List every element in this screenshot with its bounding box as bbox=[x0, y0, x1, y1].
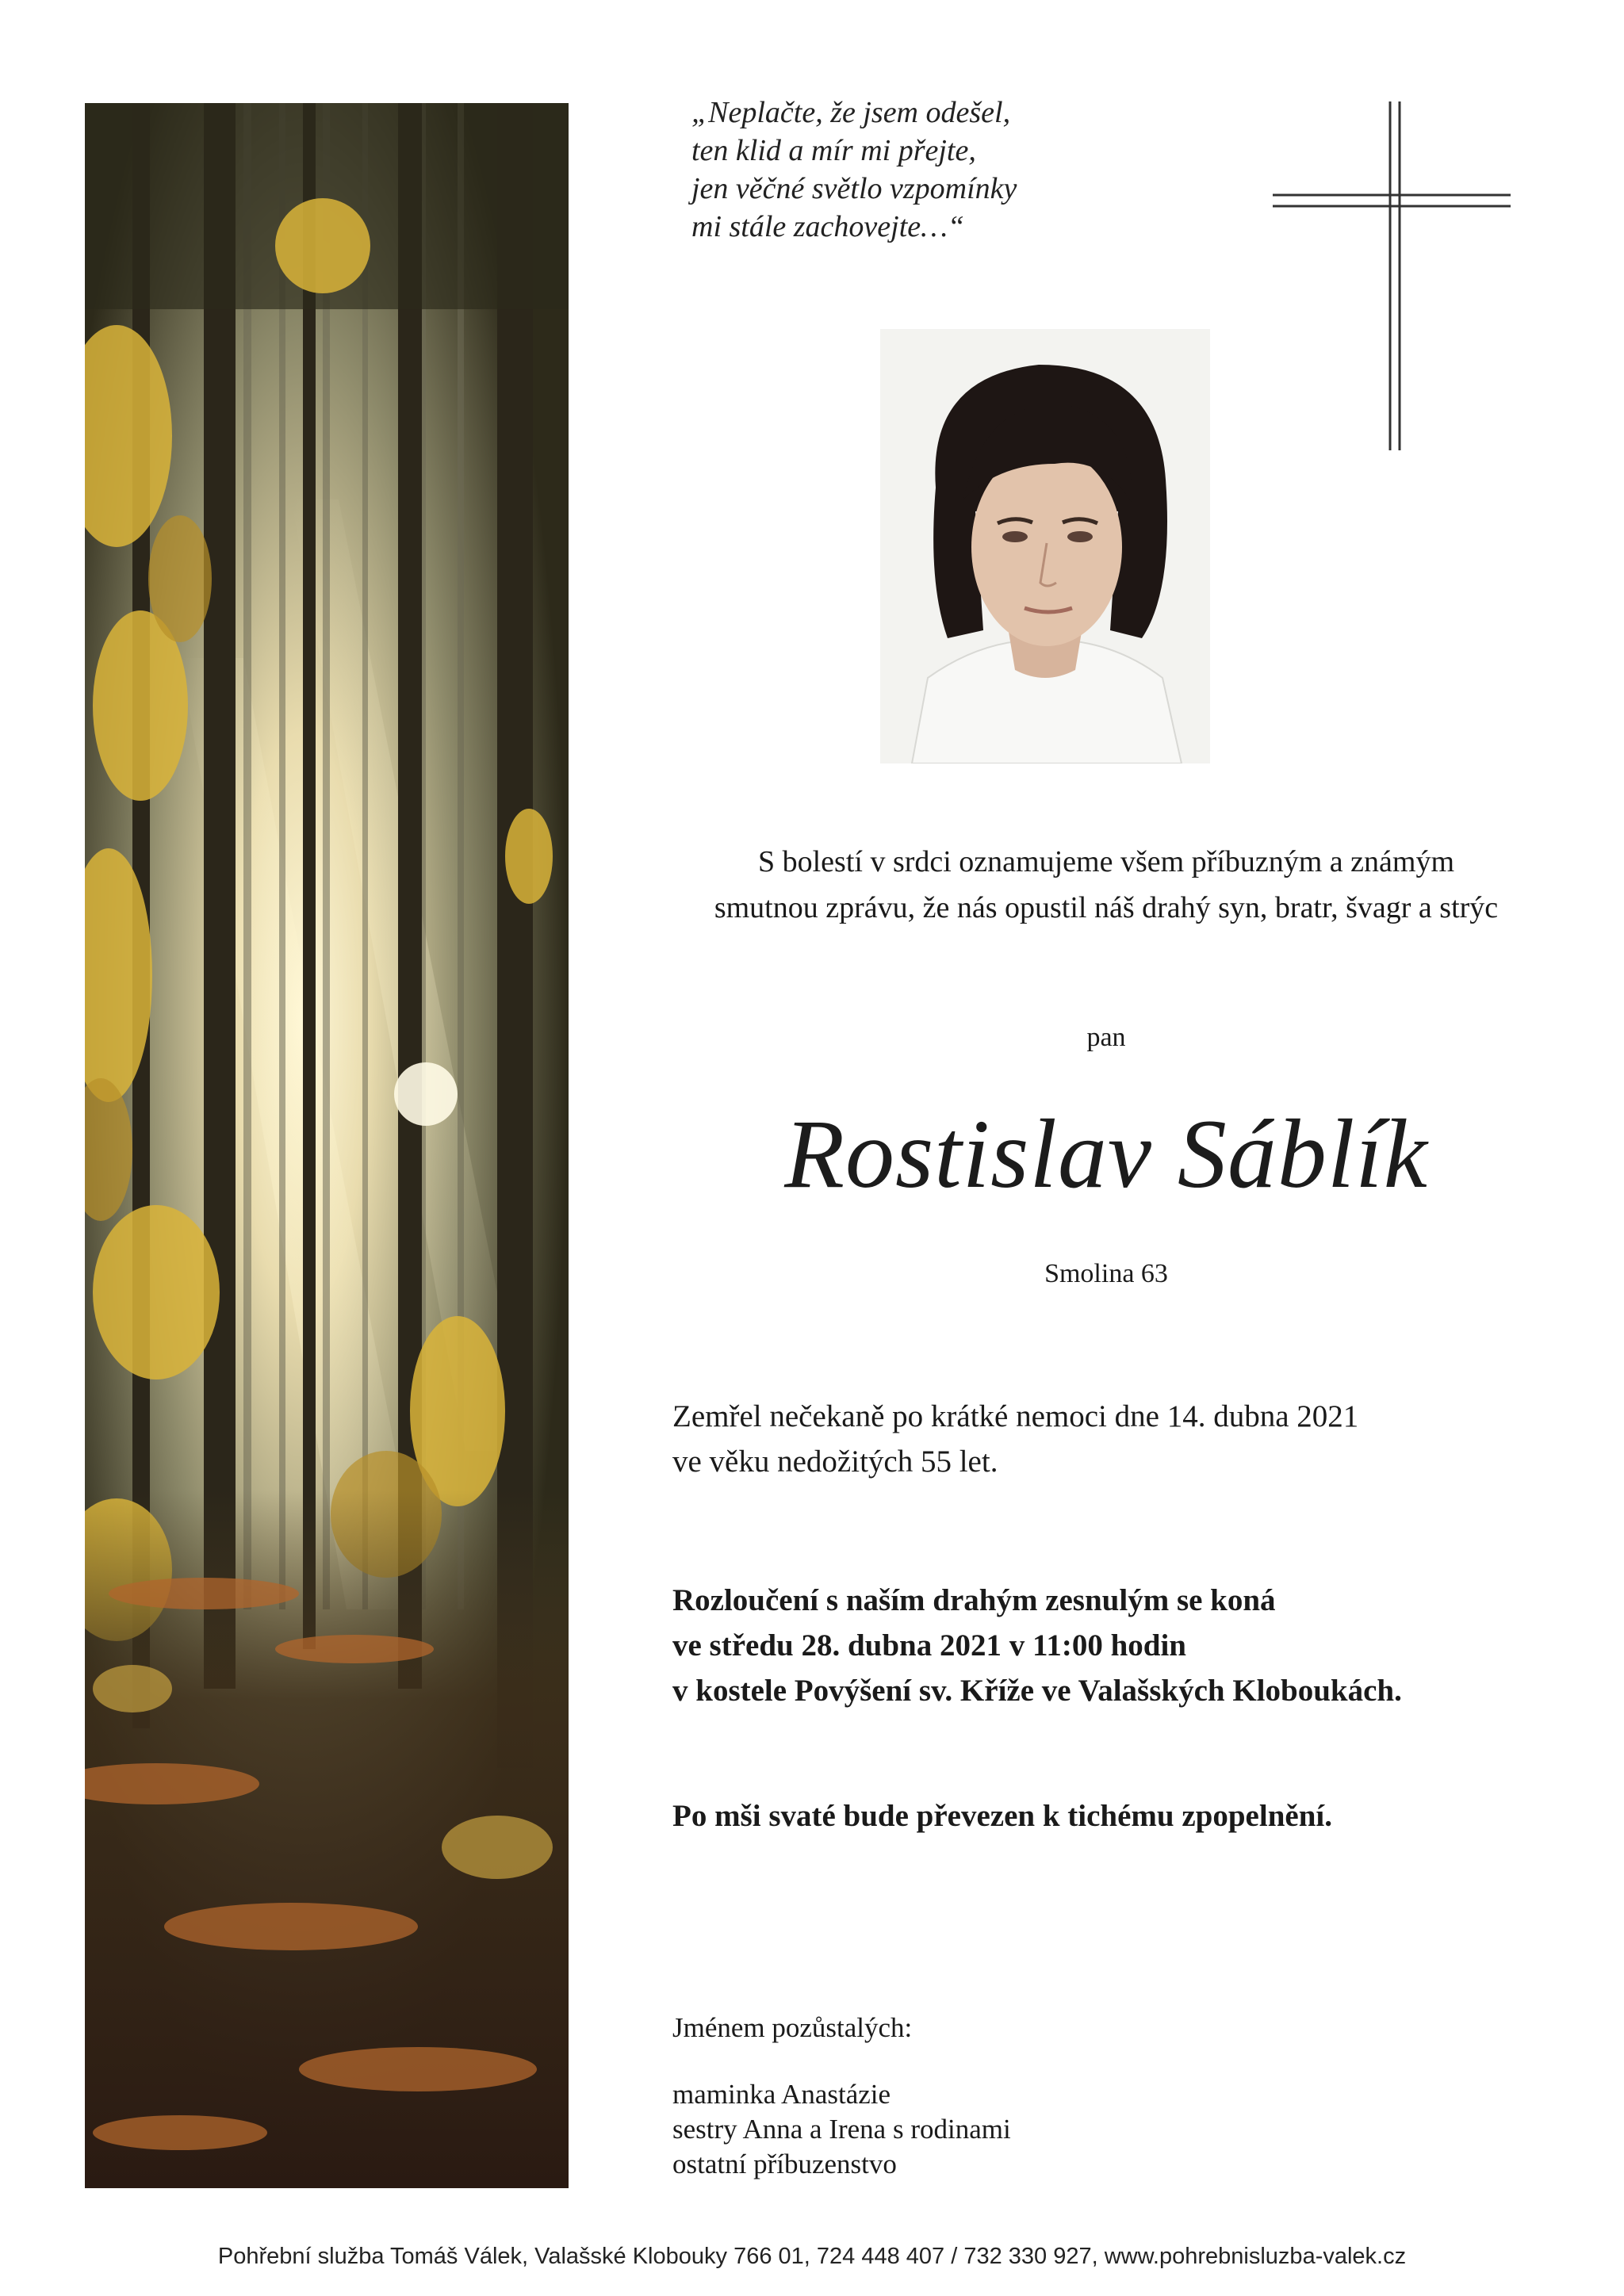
farewell-line: ve středu 28. dubna 2021 v 11:00 hodin bbox=[672, 1628, 1186, 1663]
poem-line: jen věčné světlo vzpomínky bbox=[691, 172, 1017, 205]
announcement-intro bbox=[571, 839, 1624, 931]
farewell-details bbox=[672, 1578, 1584, 1713]
forest-photo bbox=[85, 103, 569, 2188]
farewell-line: v kostele Povýšení sv. Kříže ve Valašských Kloboukách. bbox=[672, 1674, 1402, 1708]
farewell-line: Rozloučení s naším drahým zesnulým se koná bbox=[672, 1583, 1276, 1617]
signoff-label: Jménem pozůstalých: bbox=[672, 2012, 913, 2043]
poem-line: ten klid a mír mi přejte, bbox=[691, 134, 976, 167]
cremation-note: Po mši svaté bude převezen k tichému zpopelnění. bbox=[672, 1799, 1332, 1833]
death-line: Zemřel nečekaně po krátké nemoci dne 14. dubna 2021 bbox=[672, 1399, 1359, 1433]
honorific: pan bbox=[1086, 1023, 1126, 1052]
intro-line: S bolestí v srdci oznamujeme všem příbuzným a známým bbox=[757, 845, 1455, 878]
death-details bbox=[672, 1394, 1584, 1484]
deceased-name: Rostislav Sáblík bbox=[784, 1100, 1428, 1208]
cross-icon bbox=[1273, 101, 1511, 450]
death-line: ve věku nedožitých 55 let. bbox=[672, 1445, 998, 1479]
intro-line: smutnou zprávu, že nás opustil náš drahý syn, bratr, švagr a strýc bbox=[714, 891, 1499, 924]
portrait-photo bbox=[880, 329, 1210, 763]
mourner-item: ostatní příbuzenstvo bbox=[672, 2149, 897, 2179]
mourners-list bbox=[672, 2077, 1584, 2182]
funeral-service-footer: Pohřební služba Tomáš Válek, Valašské Klobouky 766 01, 724 448 407 / 732 330 927, www.pohrebnisluzba-valek.cz bbox=[217, 2244, 1407, 2269]
memorial-poem bbox=[691, 94, 1136, 246]
mourner-item: maminka Anastázie bbox=[672, 2079, 891, 2110]
poem-line: „Neplačte, že jsem odešel, bbox=[691, 96, 1011, 129]
mourner-item: sestry Anna a Irena s rodinami bbox=[672, 2114, 1011, 2145]
poem-line: mi stále zachovejte…“ bbox=[691, 210, 965, 243]
deceased-address: Smolina 63 bbox=[1044, 1259, 1168, 1288]
